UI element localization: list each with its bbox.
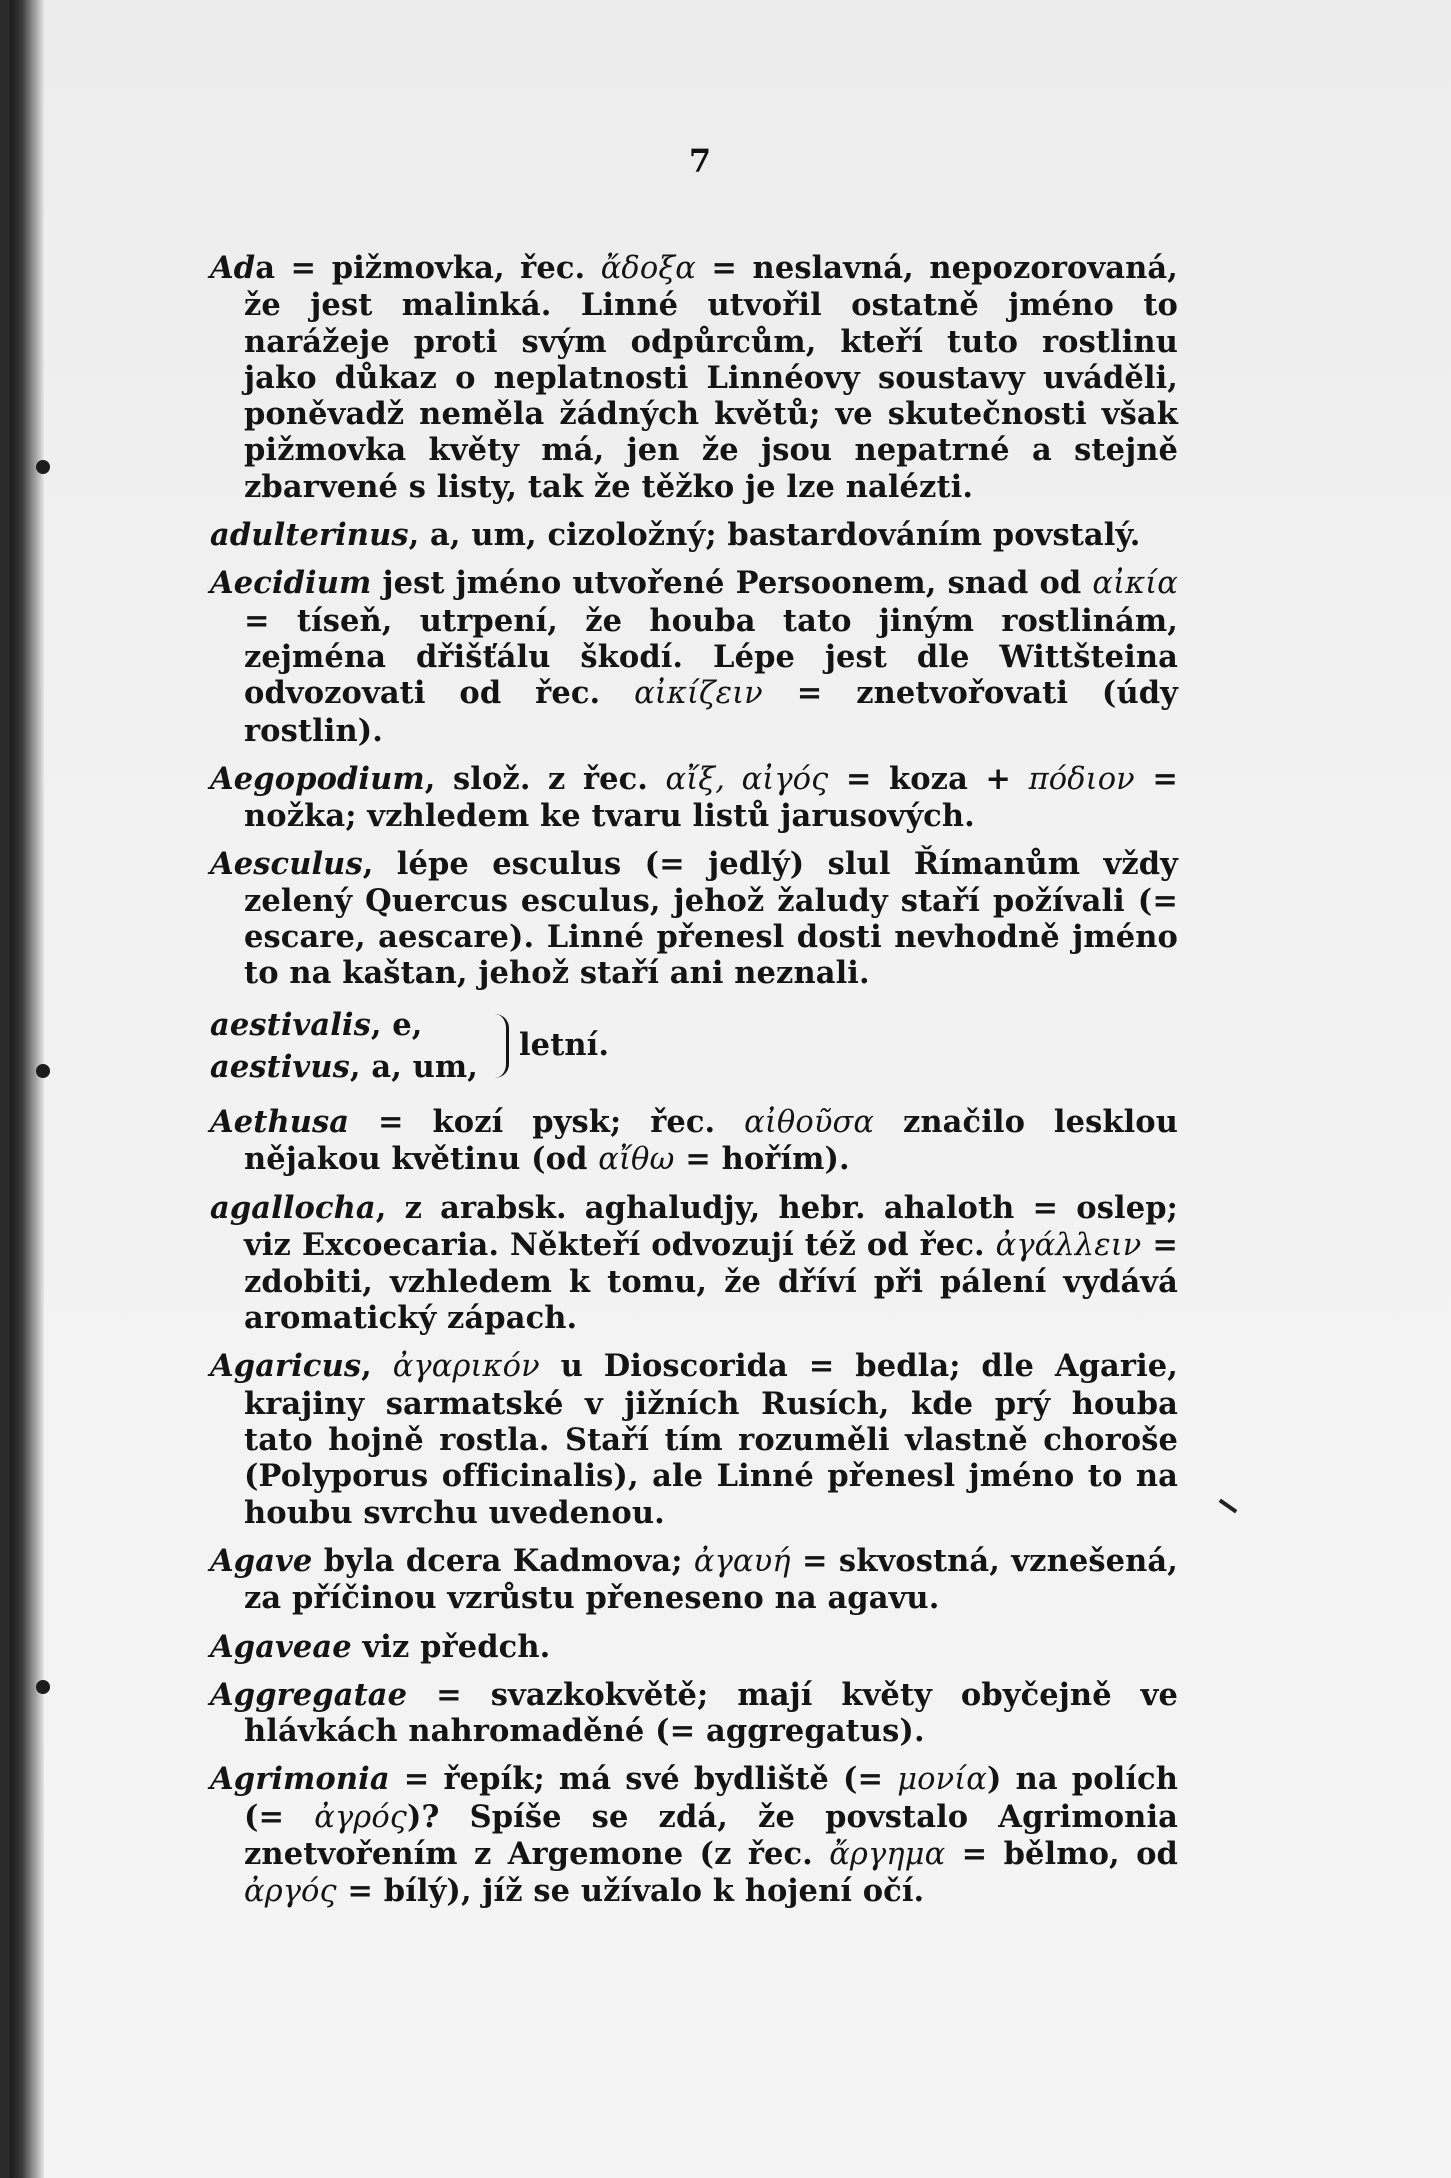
dictionary-entry [210, 761, 1178, 835]
entry-text: , z arabsk. aghaludjy, hebr. ahaloth = oslep; viz Excoecaria. Někteří odvozují též od řec. [244, 1190, 1178, 1263]
entry-headword: Aesculus [210, 846, 363, 883]
entry-text: a = pižmovka, řec. [255, 250, 601, 286]
entry-text: viz předch. [351, 1628, 551, 1665]
paired-entry [210, 1004, 1178, 1088]
dictionary-entry [210, 1543, 1178, 1617]
greek-etymology: πόδιον [1028, 761, 1135, 797]
entry-text: = skvostná, vznešená, za příčinou vzrůstu přeneseno na agavu. [244, 1542, 1178, 1617]
entry-text: , lépe esculus (= jedlý) slul Římanům vždy zelený Quercus esculus, jehož žaludy staří požívali (= escare, aescare). Linné přenesl dosti nevhodně jméno to na kaštan, jehož staří ani neznali. [244, 846, 1178, 992]
greek-etymology: ἀγαυή [693, 1543, 791, 1579]
entry-headword: aestivalis [210, 1006, 371, 1043]
entry-text: , slož. z řec. [424, 760, 666, 797]
greek-etymology: ἀγαρικόν [392, 1349, 540, 1385]
entry-headword: Aecidium [210, 565, 372, 602]
dictionary-entry [210, 1348, 1178, 1530]
greek-etymology: αἰθοῦσα [744, 1104, 875, 1140]
greek-etymology: ἀργός [244, 1874, 337, 1910]
greek-etymology: αἴξ, αἰγός [665, 761, 829, 797]
entry-headword: Agaveae [210, 1628, 352, 1665]
greek-etymology: ἀγρός [314, 1799, 407, 1835]
binding-hole [36, 1064, 50, 1078]
entry-text: u Dioscorida = bedla; dle Agarie, krajiny sarmatské v jižních Rusích, kde prý houba tato hojně rostla. Staří tím rozuměli vlastně choroše (Polyporus officinalis), ale Linné přenesl jméno to na houbu svrchu uvedenou. [244, 1348, 1179, 1531]
entry-text: ) na polích (= [244, 1761, 1178, 1835]
book-spine-shadow [10, 0, 44, 2178]
binding-hole [36, 460, 50, 474]
dictionary-entry [210, 1677, 1178, 1750]
paired-headword-line [210, 1004, 478, 1046]
entry-text: = bělmo, od [945, 1835, 1178, 1872]
entry-text: = kozí pysk; řec. [349, 1103, 745, 1140]
entry-text: = neslavná, nepozorovaná, že jest malinká. Linné utvořil ostatně jméno to narážeje proti svým odpůrcům, kteří tuto rostlinu jako důkaz o neplatnosti Linnéovy soustavy uváděli, poněvadž neměla žádných květů; ve skutečnosti však pižmovka květy má, jen že jsou nepatrné a stejně zbarvené s listy, tak že těžko je lze nalézti. [244, 250, 1178, 505]
entry-text: = svazkokvětě; mají květy obyčejně ve hlávkách nahromaděné (= aggregatus). [244, 1676, 1178, 1750]
entry-headword: Agrimonia [210, 1761, 390, 1798]
greek-etymology: μονία [897, 1762, 987, 1798]
dictionary-entry [210, 1104, 1178, 1179]
greek-etymology: αἰκίζειν [634, 676, 763, 712]
entry-headword: Ad [210, 250, 256, 286]
entry-headword: Aegopodium [210, 760, 425, 797]
entry-grammar: , e, [370, 1006, 423, 1043]
dictionary-entry [210, 517, 1178, 553]
entry-headword: aestivus [210, 1048, 350, 1085]
entry-text: = koza + [828, 760, 1029, 797]
dictionary-entry [210, 846, 1178, 991]
entry-meaning: letní. [519, 1027, 610, 1064]
entry-headword: adulterinus [210, 517, 409, 554]
binding-hole [36, 1680, 50, 1694]
page-number: 7 [688, 142, 712, 180]
entry-text: jest jméno utvořené Persoonem, snad od [371, 565, 1093, 602]
dictionary-entry [210, 1761, 1178, 1910]
greek-etymology: ἀγάλλειν [995, 1227, 1142, 1263]
dictionary-entries [210, 250, 1178, 1923]
entry-headword: Aethusa [210, 1103, 350, 1140]
entry-text: = zdobiti, vzhledem k tomu, že dříví při pálení vydává aromatický zápach. [244, 1226, 1178, 1337]
entry-headword: Agaricus [210, 1348, 362, 1385]
dictionary-entry [210, 1629, 1178, 1665]
entry-text: = znetvořovati (údy rostlin). [244, 675, 1178, 749]
greek-etymology: ἄδοξα [600, 251, 696, 286]
entry-text: , [361, 1348, 393, 1385]
greek-etymology: αἰκία [1092, 566, 1178, 602]
entry-headword: agallocha [210, 1190, 376, 1227]
entry-text: byla dcera Kadmova; [312, 1542, 694, 1579]
paired-headwords [210, 1004, 478, 1088]
entry-text: = tíseň, utrpení, že houba tato jiným rostlinám, zejména dřišťálu škodí. Lépe jest dle Wittšteina odvozovati od řec. [244, 602, 1178, 712]
greek-etymology: αἴθω [598, 1141, 675, 1177]
dictionary-entry [210, 250, 1178, 505]
dictionary-entry [210, 565, 1178, 748]
entry-headword: Agave [210, 1542, 313, 1579]
dictionary-entry [210, 1190, 1178, 1336]
margin-mark [1219, 1499, 1238, 1514]
paired-headword-line [210, 1046, 478, 1088]
book-page [10, 0, 1451, 2178]
greek-etymology: ἄργημα [829, 1836, 946, 1872]
entry-text: značilo lesklou nějakou květinu (od [244, 1103, 1178, 1177]
entry-grammar: , a, um, [349, 1048, 478, 1085]
entry-text: = hořím). [674, 1140, 850, 1177]
entry-text: = bílý), jíž se užívalo k hojení očí. [336, 1873, 925, 1910]
entry-text: = řepík; má své bydliště (= [389, 1761, 898, 1798]
entry-text: , a, um, cizoložný; bastardováním povstalý. [408, 517, 1141, 554]
entry-text: = nožka; vzhledem ke tvaru listů jarusových. [244, 760, 1178, 835]
entry-headword: Aggregatae [210, 1676, 408, 1713]
curly-brace [490, 1014, 509, 1078]
entry-text: )? Spíše se zdá, že povstalo Agrimonia znetvořením z Argemone (z řec. [244, 1798, 1178, 1872]
